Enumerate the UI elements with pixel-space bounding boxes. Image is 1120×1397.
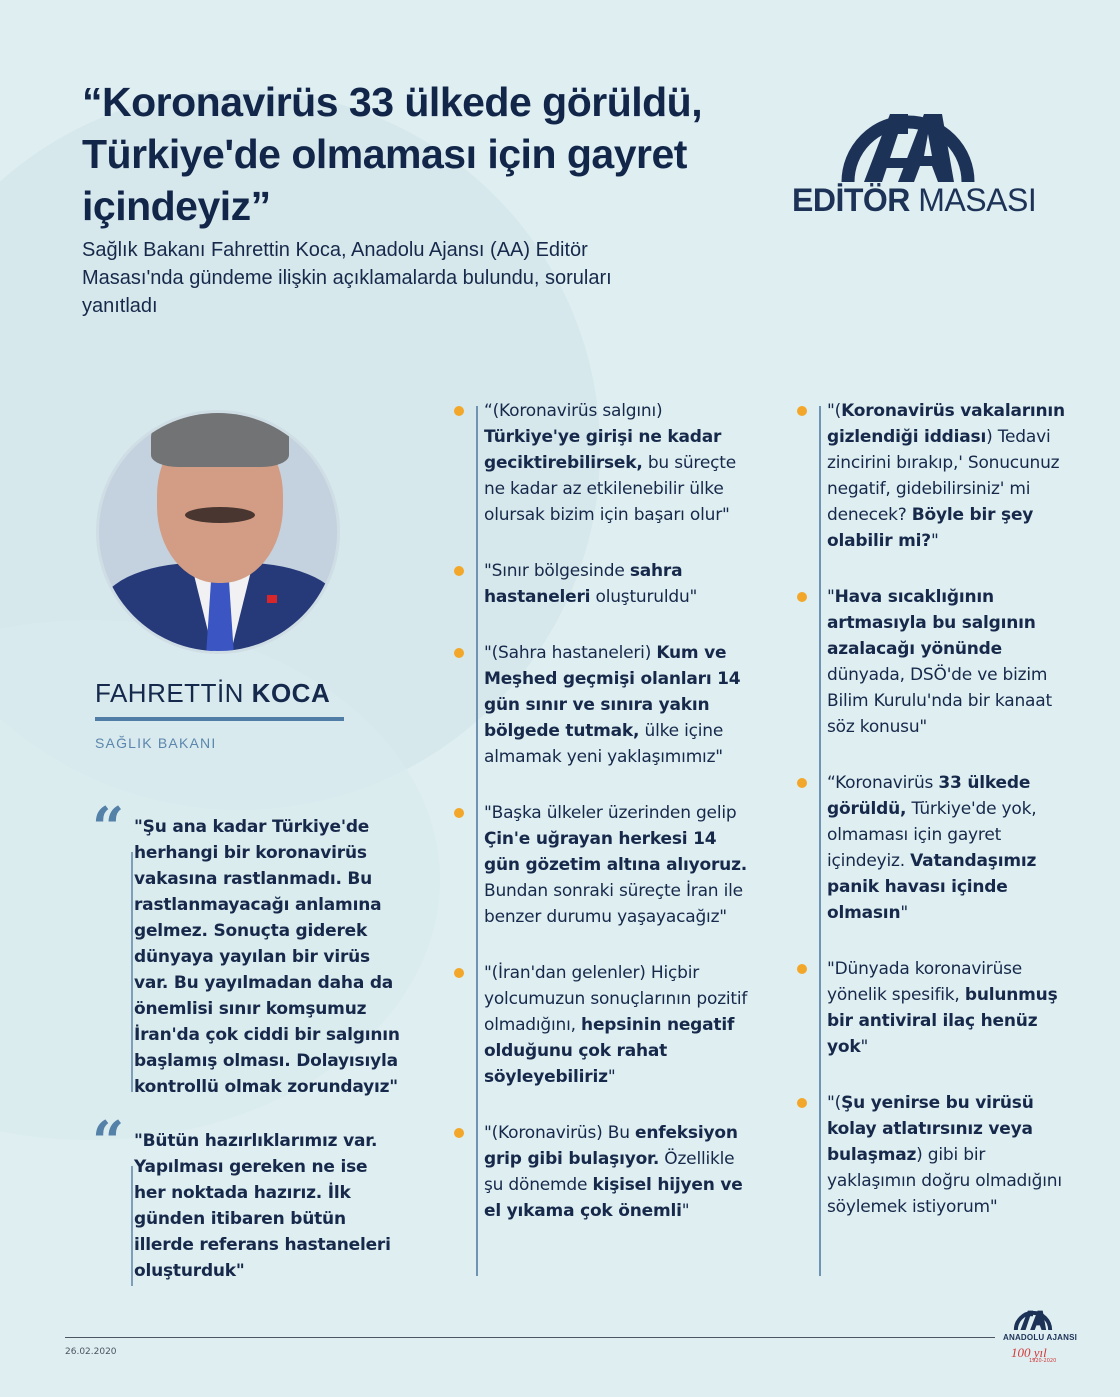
emphasis-text: bulunmuş bir antiviral ilaç henüz yok — [827, 985, 1058, 1057]
bullet-dot-icon — [454, 968, 464, 978]
quote-item-text — [827, 770, 1067, 926]
quote-item — [797, 584, 1067, 740]
aa-logo-icon — [1013, 1300, 1053, 1332]
first-name: FAHRETTİN — [95, 678, 252, 708]
quote-item — [797, 398, 1067, 554]
plain-text: "(Koronavirüs) Bu — [484, 1123, 636, 1143]
plain-text: "( — [827, 1093, 842, 1113]
emphasis-text: Böyle bir şey olabilir mi? — [827, 505, 1034, 551]
person-role: SAĞLIK BAKANI — [95, 735, 217, 751]
plain-text: Türkiye'de yok, olmaması için gayret içindeyiz. — [827, 799, 1037, 871]
plain-text: “Koronavirüs — [827, 773, 939, 793]
emphasis-text: Kum ve Meşhed geçmişi olanları 14 gün sınır ve sınıra yakın bölgede tutmak, — [484, 643, 741, 741]
name-divider — [95, 717, 344, 721]
quote-item — [454, 1120, 754, 1224]
bullet-dot-icon — [454, 566, 464, 576]
bullet-dot-icon — [797, 592, 807, 602]
portrait-photo — [96, 410, 340, 654]
plain-text: " — [930, 531, 939, 551]
emphasis-text: kişisel hijyen ve el yıkama çok önemli — [484, 1175, 743, 1221]
person-name — [95, 678, 330, 709]
bullet-dot-icon — [454, 648, 464, 658]
quote-item — [454, 960, 754, 1090]
emphasis-text: Koronavirüs vakalarının gizlendiği iddiası — [827, 401, 1065, 447]
anniversary-years: 1920-2020 — [1029, 1358, 1057, 1364]
quote-item — [454, 800, 754, 930]
quote-open-icon: “ — [92, 795, 125, 861]
plain-text: "(İran'dan gelenler) Hiçbir yolcumuzun sonuçlarının pozitif olmadığını, — [484, 963, 748, 1035]
bullet-dot-icon — [797, 964, 807, 974]
quote-item-text — [484, 640, 754, 770]
emphasis-text: sahra hastaneleri — [484, 561, 683, 607]
emphasis-text: Şu yenirse bu virüsü kolay atlatırsınız veya bulaşmaz — [827, 1093, 1034, 1165]
emphasis-text: Hava sıcaklığının artmasıyla bu salgının azalacağı yönünde — [827, 587, 1036, 659]
emphasis-text: enfeksiyon grip gibi bulaşıyor. — [484, 1123, 738, 1169]
subtitle: Sağlık Bakanı Fahrettin Koca, Anadolu Ajansı (AA) Editör Masası'nda gündeme ilişkin açıklamalarda bulundu, soruları yanıtladı — [82, 239, 612, 317]
emphasis-text: hepsinin negatif olduğunu çok rahat söyleyebiliriz — [484, 1015, 735, 1087]
plain-text: Bundan sonraki süreçte İran ile benzer durumu yaşayacağız" — [484, 881, 743, 927]
publish-date: 26.02.2020 — [65, 1347, 117, 1357]
anadolu-ajansi-logo — [1003, 1300, 1078, 1380]
quote-item — [454, 398, 754, 528]
plain-text: ülke içine almamak yeni yaklaşımımız" — [484, 721, 724, 767]
plain-text: "(Sahra hastaneleri) — [484, 643, 657, 663]
plain-text: bu süreçte ne kadar az etkilenebilir ülke olursak bizim için başarı olur" — [484, 453, 736, 525]
plain-text: Özellikle şu dönemde — [484, 1149, 735, 1195]
quote-item — [454, 558, 754, 610]
logo-word-light: MASASI — [909, 182, 1037, 218]
quote-item-text — [827, 1090, 1067, 1220]
quote-item-text — [484, 1120, 754, 1224]
quote-item — [454, 640, 754, 770]
plain-text: ) Tedavi zincirini bırakıp,' Sonucunuz negatif, gidebilirsiniz' mi denecek? — [827, 427, 1060, 525]
bullet-dot-icon — [797, 778, 807, 788]
plain-text: "Dünyada koronavirüse yönelik spesifik, — [827, 959, 1023, 1005]
middle-quote-column — [454, 398, 754, 1250]
agency-name: ANADOLU AJANSI — [1003, 1333, 1078, 1342]
plain-text: dünyada, DSÖ'de ve bizim Bilim Kurulu'nda bir kanaat söz konusu" — [827, 665, 1052, 737]
anniversary-mark: 100 yıl — [1011, 1345, 1047, 1360]
plain-text: “(Koronavirüs salgını) — [484, 401, 663, 421]
quote-item-text — [827, 584, 1067, 740]
left-quote — [92, 1109, 402, 1284]
emphasis-text: 33 ülkede görüldü, — [827, 773, 1031, 819]
logo-word-bold: EDİTÖR — [792, 182, 910, 218]
bullet-dot-icon — [797, 406, 807, 416]
emphasis-text: Çin'e uğrayan herkesi 14 gün gözetim altına alıyoruz. — [484, 829, 748, 875]
quote-item — [797, 1090, 1067, 1220]
quote-item — [797, 956, 1067, 1060]
left-quote — [92, 795, 402, 1100]
quote-text: "Şu ana kadar Türkiye'de herhangi bir koronavirüs vakasına rastlanmadı. Bu rastlanmayacağı anlamına gelmez. Sonuçta giderek dünyaya yayılan bir virüs var. Bu yayılmadan daha da önemlisi sınır komşumuz İran'da çok ciddi bir salgının başlamış olması. Dolayısıyla kontrollü olmak zorundayız" — [134, 817, 400, 1097]
bullet-dot-icon — [797, 1098, 807, 1108]
footer-divider — [65, 1337, 995, 1338]
plain-text: "Başka ülkeler üzerinden gelip — [484, 803, 737, 823]
quote-item — [797, 770, 1067, 926]
quote-item-text — [827, 956, 1067, 1060]
plain-text: " — [860, 1037, 869, 1057]
quote-open-icon: “ — [92, 1109, 125, 1175]
aa-logo-icon — [838, 78, 978, 188]
emphasis-text: Türkiye'ye girişi ne kadar geciktirebilirsek, — [484, 427, 722, 473]
plain-text: "Sınır bölgesinde — [484, 561, 630, 581]
quote-item-text — [484, 558, 754, 610]
bullet-dot-icon — [454, 808, 464, 818]
plain-text: " — [681, 1201, 690, 1221]
plain-text: " — [900, 903, 908, 923]
quote-item-text — [484, 800, 754, 930]
bullet-dot-icon — [454, 1128, 464, 1138]
plain-text: " — [827, 587, 835, 607]
plain-text: " — [607, 1067, 616, 1087]
quote-item-text — [484, 960, 754, 1090]
editor-masasi-logo — [790, 78, 1037, 218]
headline: “Koronavirüs 33 ülkede görüldü, Türkiye'de olmaması için gayret içindeyiz” — [82, 79, 703, 229]
plain-text: ) gibi bir yaklaşımın doğru olmadığını söylemek istiyorum" — [827, 1145, 1062, 1217]
quote-rule — [131, 1166, 133, 1286]
bullet-dot-icon — [454, 406, 464, 416]
emphasis-text: Vatandaşımız panik havası içinde olmasın — [827, 851, 1037, 923]
plain-text: "( — [827, 401, 842, 421]
flag-pin-icon — [267, 595, 277, 603]
last-name: KOCA — [251, 678, 331, 708]
quote-rule — [131, 852, 133, 1092]
quote-item-text — [827, 398, 1067, 554]
logo-wordmark — [792, 182, 1036, 219]
plain-text: oluşturuldu" — [590, 587, 698, 607]
quote-item-text — [484, 398, 754, 528]
quote-text: "Bütün hazırlıklarımız var. Yapılması gereken ne ise her noktada hazırız. İlk günden itibaren bütün illerde referans hastaneleri oluşturduk" — [134, 1131, 391, 1281]
right-quote-column — [797, 398, 1067, 1246]
